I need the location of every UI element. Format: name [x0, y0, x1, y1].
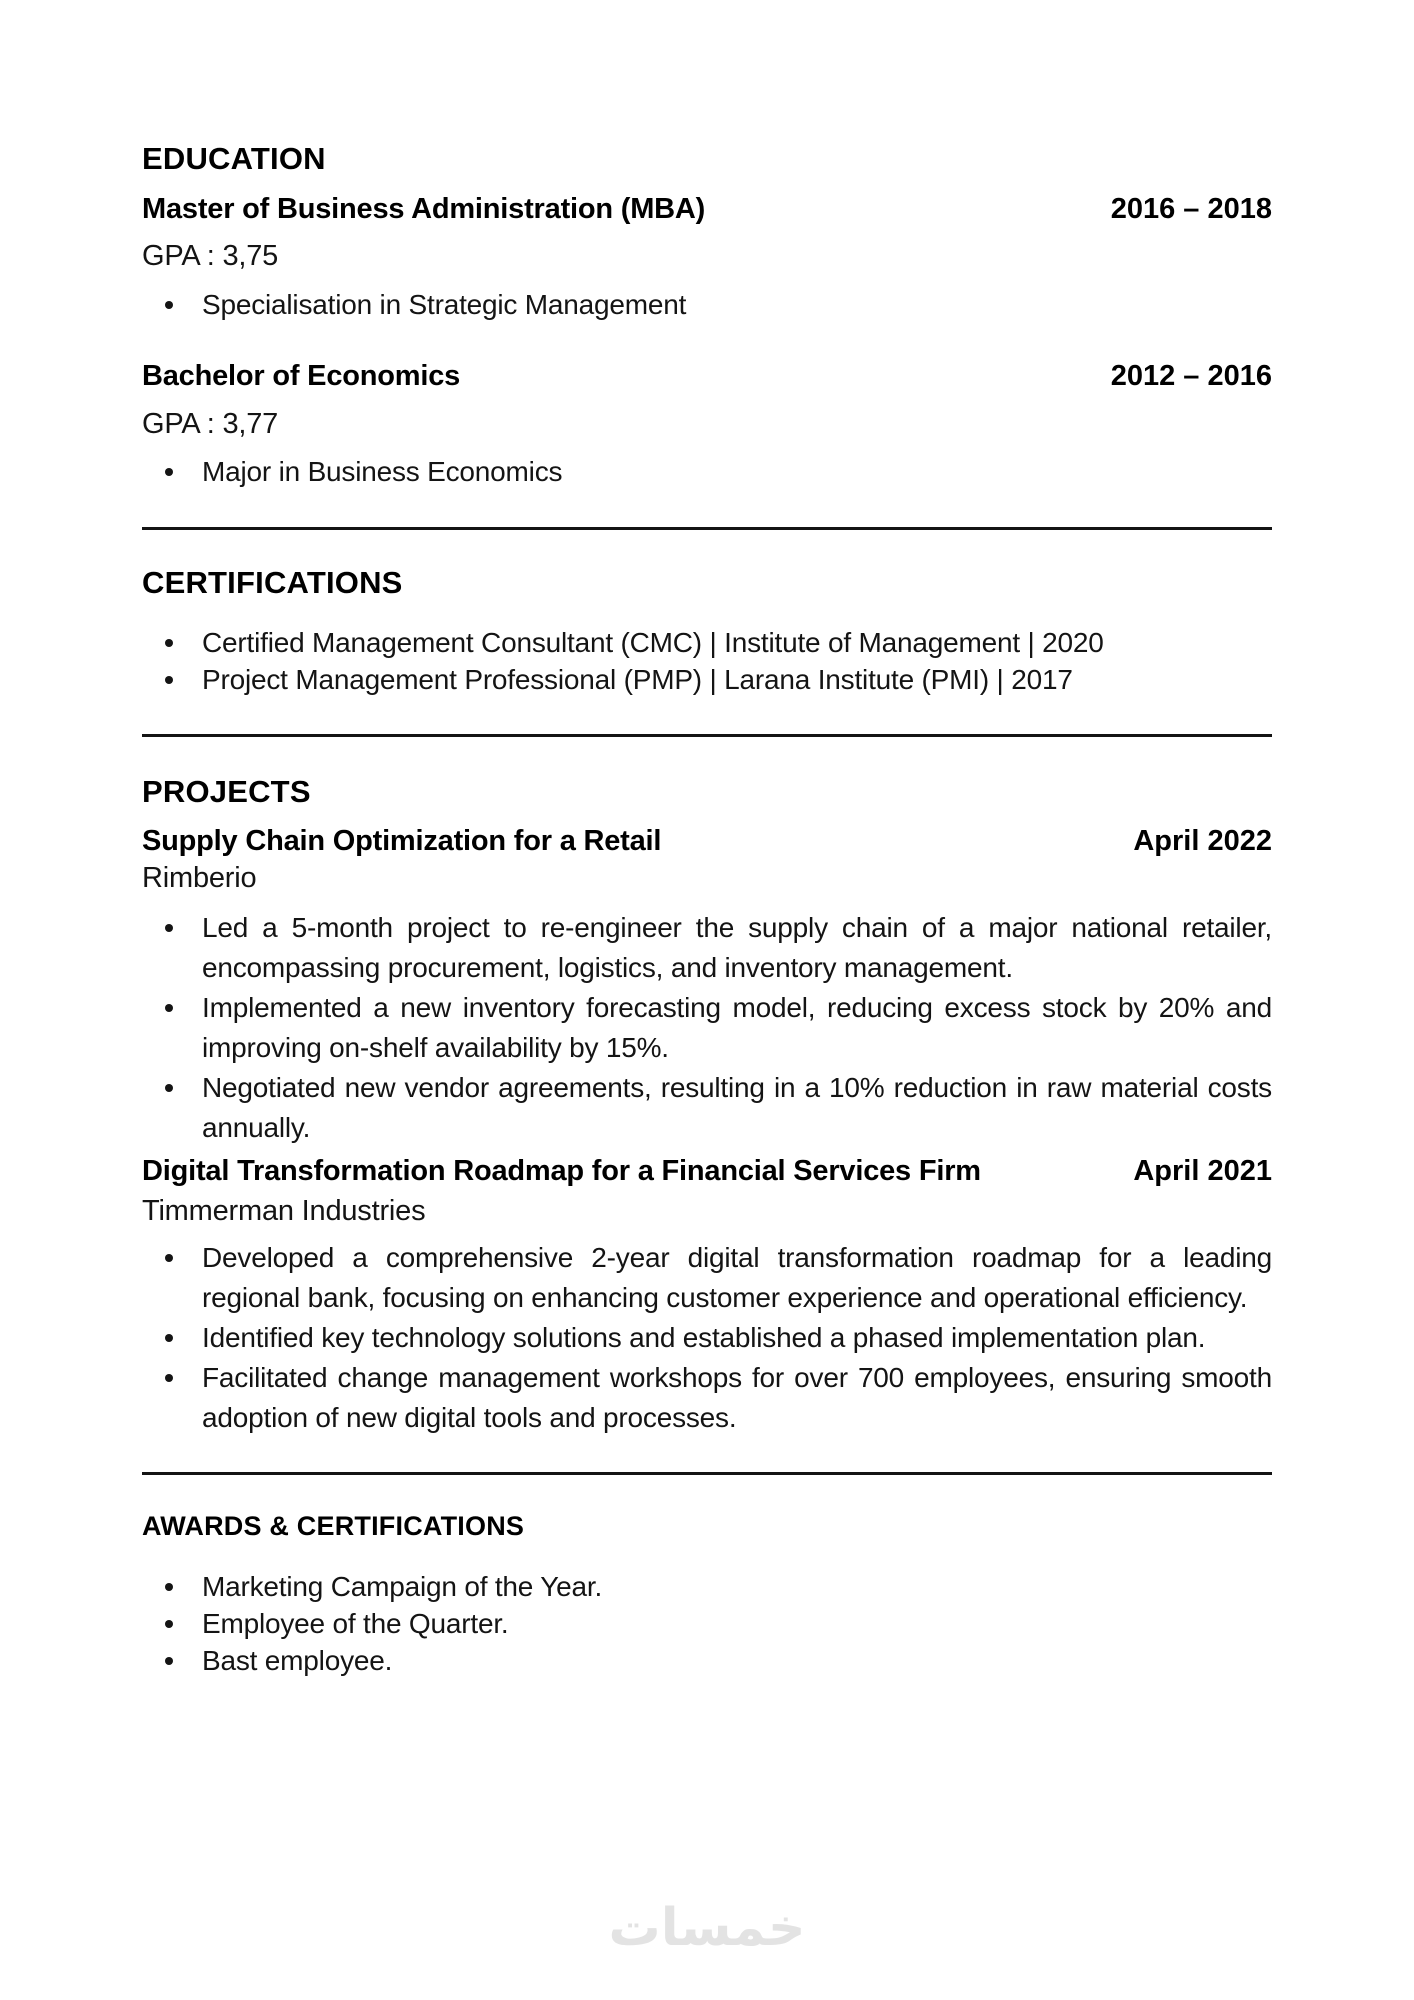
project-title: Digital Transformation Roadmap for a Financial Services Firm	[142, 1155, 981, 1187]
project-date: April 2021	[1133, 1155, 1272, 1187]
section-divider	[142, 1472, 1272, 1475]
list-item: Specialisation in Strategic Management	[142, 286, 1272, 323]
list-item: Bast employee.	[142, 1642, 1272, 1679]
list-item: Major in Business Economics	[142, 453, 1272, 490]
project-title: Supply Chain Optimization for a Retail	[142, 825, 662, 857]
section-divider	[142, 527, 1272, 530]
degree-bullet-list	[142, 286, 1272, 323]
list-item: Led a 5-month project to re-engineer the supply chain of a major national retailer, encompassing procurement, logistics, and inventory management.	[142, 908, 1272, 988]
resume-page	[142, 0, 1272, 1679]
awards-heading: AWARDS & CERTIFICATIONS	[142, 1511, 525, 1541]
list-item: Developed a comprehensive 2-year digital transformation roadmap for a leading regional bank, focusing on enhancing customer experience and operational efficiency.	[142, 1238, 1272, 1318]
list-item: Employee of the Quarter.	[142, 1605, 1272, 1642]
list-item: Implemented a new inventory forecasting model, reducing excess stock by 20% and improving on-shelf availability by 15%.	[142, 988, 1272, 1068]
education-item	[142, 195, 1272, 224]
certifications-heading: CERTIFICATIONS	[142, 565, 403, 600]
list-item: Facilitated change management workshops for over 700 employees, ensuring smooth adoption of new digital tools and processes.	[142, 1358, 1272, 1438]
degree-gpa: GPA : 3,75	[142, 240, 279, 272]
project-company: Timmerman Industries	[142, 1195, 426, 1227]
projects-heading: PROJECTS	[142, 774, 311, 809]
education-item	[142, 362, 1272, 391]
project-item	[142, 1157, 1272, 1186]
project-bullet-list	[142, 908, 1272, 1148]
list-item: Identified key technology solutions and established a phased implementation plan.	[142, 1318, 1272, 1358]
section-divider	[142, 734, 1272, 737]
project-company: Rimberio	[142, 862, 257, 894]
list-item: Certified Management Consultant (CMC) | Institute of Management | 2020	[142, 624, 1272, 661]
degree-bullet-list	[142, 453, 1272, 490]
khamsat-watermark: خمسات	[608, 1898, 806, 1958]
project-bullet-list	[142, 1238, 1272, 1438]
degree-gpa: GPA : 3,77	[142, 408, 279, 440]
awards-list	[142, 1568, 1272, 1679]
degree-title: Bachelor of Economics	[142, 360, 461, 392]
list-item: Negotiated new vendor agreements, resulting in a 10% reduction in raw material costs annually.	[142, 1068, 1272, 1148]
list-item: Marketing Campaign of the Year.	[142, 1568, 1272, 1605]
certifications-list	[142, 624, 1272, 698]
project-item	[142, 827, 1272, 856]
degree-dates: 2016 – 2018	[1110, 193, 1272, 225]
degree-title: Master of Business Administration (MBA)	[142, 193, 706, 225]
project-date: April 2022	[1133, 825, 1272, 857]
degree-dates: 2012 – 2016	[1110, 360, 1272, 392]
list-item: Project Management Professional (PMP) | Larana Institute (PMI) | 2017	[142, 661, 1272, 698]
education-heading: EDUCATION	[142, 141, 326, 176]
